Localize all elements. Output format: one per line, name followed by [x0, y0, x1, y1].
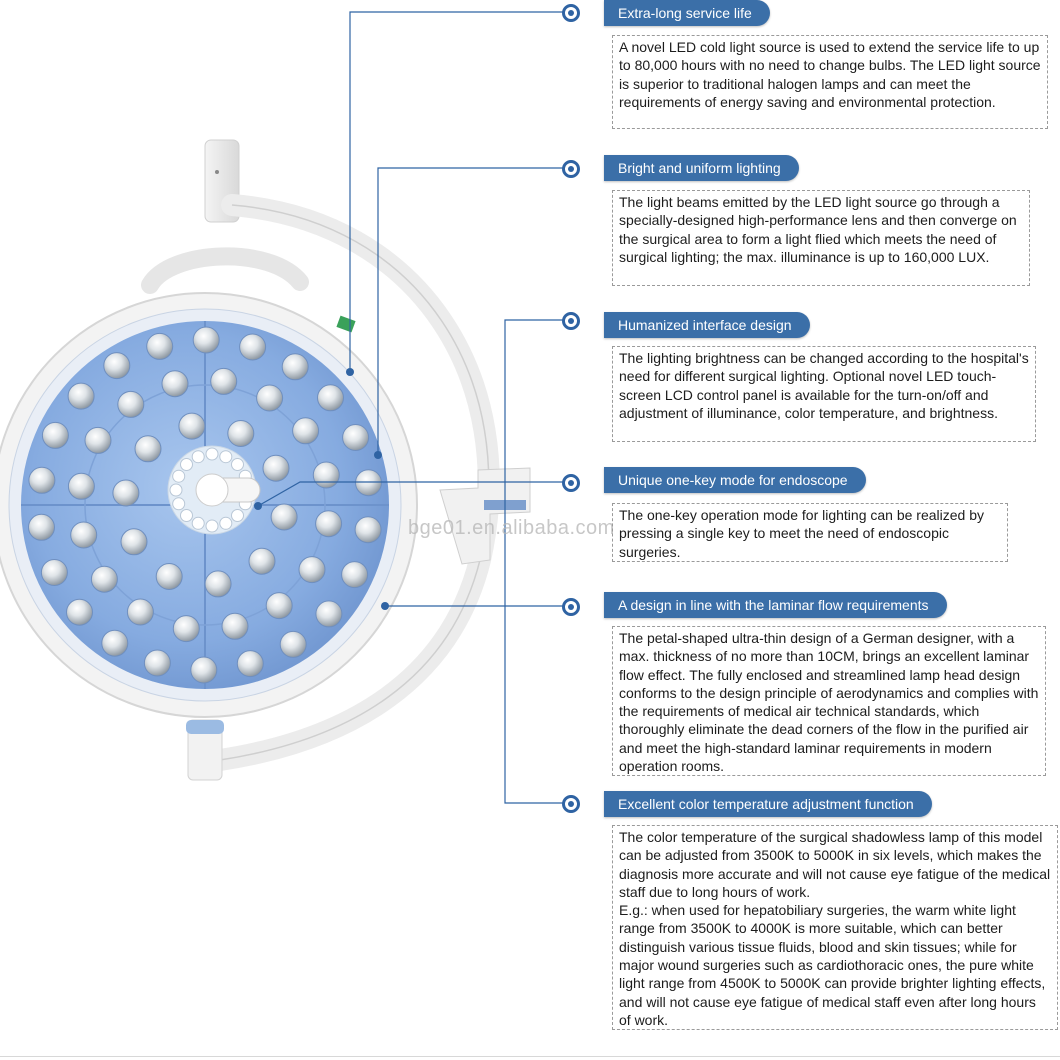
- feature-description: The lighting brightness can be changed according to the hospital's need for different surgical lighting. Optional novel LED touch-screen LCD control panel is available for the turn-on/off and adjustment of illuminance, color temperature, and brightness.: [612, 346, 1036, 442]
- led-lens: [271, 504, 297, 530]
- ring-led: [232, 459, 244, 471]
- led-lens: [144, 650, 170, 676]
- led-lens: [257, 385, 283, 411]
- ring-led: [232, 510, 244, 522]
- callout-dot: [562, 598, 580, 616]
- led-lens: [113, 480, 139, 506]
- led-lens: [118, 391, 144, 417]
- feature-description: A novel LED cold light source is used to extend the service life to up to 80,000 hours with no need to change bulbs. The LED light source is superior to traditional halogen lamps and can meet the requirements of energy saving and environmental protection.: [612, 35, 1048, 129]
- led-lens: [193, 327, 219, 353]
- ring-led: [220, 517, 232, 529]
- top-handle: [150, 256, 300, 285]
- led-lens: [318, 385, 344, 411]
- led-lens: [313, 462, 339, 488]
- led-lens: [29, 467, 55, 493]
- led-lens: [222, 613, 248, 639]
- callout-dot: [562, 4, 580, 22]
- led-lens: [42, 422, 68, 448]
- feature-title: A design in line with the laminar flow requirements: [604, 592, 947, 618]
- callout-dot: [562, 474, 580, 492]
- ring-led: [173, 498, 185, 510]
- led-lens: [316, 601, 342, 627]
- led-lens: [240, 334, 266, 360]
- feature-description: The one-key operation mode for lighting can be realized by pressing a single key to meet the need of endoscopic surgeries.: [612, 503, 1008, 562]
- bottom-divider: [0, 1056, 1060, 1057]
- led-lens: [249, 548, 275, 574]
- ring-led: [170, 484, 182, 496]
- led-lens: [191, 657, 217, 683]
- led-lens: [293, 418, 319, 444]
- feature-endoscope-mode: [604, 467, 866, 493]
- feature-description: The color temperature of the surgical shadowless lamp of this model can be adjusted from 3500K to 5000K in six levels, which makes the diagnosis more accurate and will not cause eye fatigue of the medical staff due to long hours of work. E.g.: when used for hepatobiliary surgeries, the warm white light range from 3500K to 4000K is more suitable, which can better distinguish various tissue fluids, blood and skin tissues; while for major wound surgeries such as cardiothoracic ones, the pure white light range from 4500K to 5000K can provide brighter lighting effects, and will not cause eye fatigue of medical staff even after long hours of work.: [612, 825, 1058, 1030]
- led-lens: [356, 470, 382, 496]
- feature-color-temperature: [604, 791, 932, 817]
- led-lens: [280, 631, 306, 657]
- led-lens: [179, 413, 205, 439]
- feature-title: Excellent color temperature adjustment function: [604, 791, 932, 817]
- feature-description: The petal-shaped ultra-thin design of a German designer, with a max. thickness of no more than 10CM, brings an excellent laminar flow effect. The fully enclosed and streamlined lamp head design conforms to the design principle of aerodynamics and complies with the requirements of medical air technical standards, which thoroughly eliminate the dead corners of the flow in the purified air and meet the high-standard laminar requirements in modern operation rooms.: [612, 626, 1046, 776]
- led-lens: [342, 562, 368, 588]
- led-lens: [135, 436, 161, 462]
- feature-description: The light beams emitted by the LED light source go through a specially-designed high-performance lens and then converge on the surgical area to form a light flied which meets the need of surgical lighting; the max. illuminance is up to 160,000 LUX.: [612, 190, 1030, 286]
- led-lens: [68, 383, 94, 409]
- led-lens: [67, 599, 93, 625]
- feature-title: Bright and uniform lighting: [604, 155, 799, 181]
- led-lens: [282, 354, 308, 380]
- led-lens: [263, 455, 289, 481]
- led-lens: [104, 353, 130, 379]
- led-lens: [237, 651, 263, 677]
- led-lens: [156, 564, 182, 590]
- led-lens: [299, 557, 325, 583]
- led-lens: [162, 371, 188, 397]
- ring-led: [181, 510, 193, 522]
- feature-title: Unique one-key mode for endoscope: [604, 467, 866, 493]
- led-lens: [355, 517, 381, 543]
- led-lens: [121, 529, 147, 555]
- watermark-text: bge01.en.alibaba.com: [408, 517, 615, 539]
- ring-led: [220, 451, 232, 463]
- ring-led: [192, 517, 204, 529]
- led-lens: [147, 333, 173, 359]
- feature-uniform-lighting: [604, 155, 799, 181]
- feature-title: Humanized interface design: [604, 312, 810, 338]
- led-lens: [41, 560, 67, 586]
- led-lens: [316, 511, 342, 537]
- ring-led: [181, 459, 193, 471]
- led-lens: [29, 514, 55, 540]
- callout-dot: [562, 312, 580, 330]
- led-lens: [266, 593, 292, 619]
- led-lens: [228, 421, 254, 447]
- ring-led: [206, 520, 218, 532]
- led-lens: [91, 566, 117, 592]
- feature-service-life: [604, 0, 770, 26]
- led-lens: [68, 473, 94, 499]
- callout-dot: [562, 160, 580, 178]
- ring-led: [173, 470, 185, 482]
- feature-laminar-flow: [604, 592, 947, 618]
- led-lens: [211, 368, 237, 394]
- led-lens: [205, 571, 231, 597]
- callout-dot: [562, 795, 580, 813]
- led-lens: [85, 427, 111, 453]
- led-lens: [102, 630, 128, 656]
- feature-title: Extra-long service life: [604, 0, 770, 26]
- led-lens: [173, 616, 199, 642]
- led-lens: [343, 425, 369, 451]
- ring-led: [206, 448, 218, 460]
- led-lens: [127, 599, 153, 625]
- feature-interface-design: [604, 312, 810, 338]
- led-lens: [71, 522, 97, 548]
- ring-led: [192, 451, 204, 463]
